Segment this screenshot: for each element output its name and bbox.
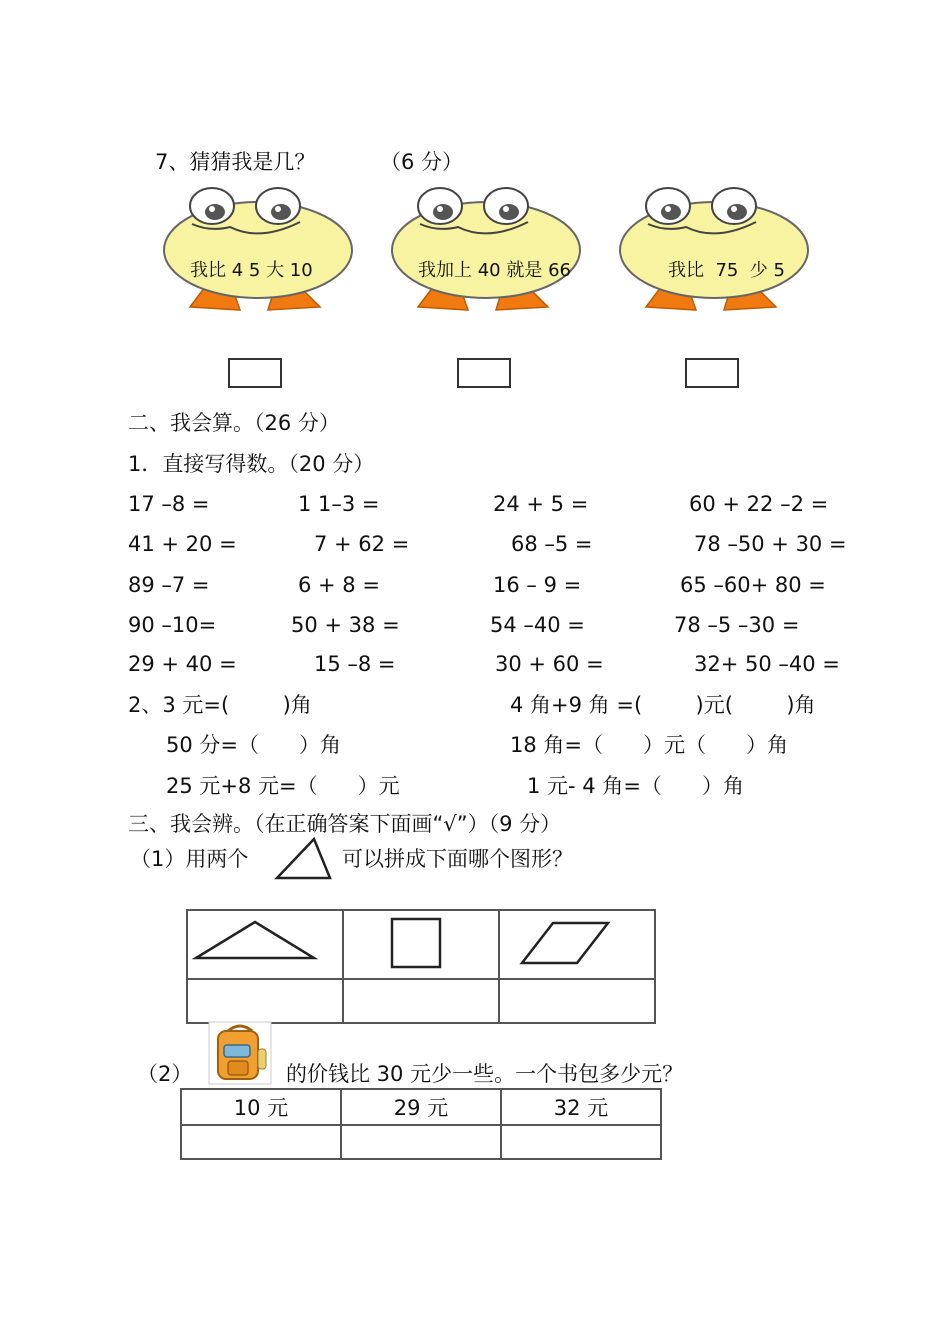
price-answer-1[interactable] [181,1125,341,1159]
shape-options-table [186,909,656,1024]
calc-r5-c1: 29 + 40 = [128,652,237,676]
frog-icon [160,182,360,322]
shape-cell-2 [343,910,499,979]
calc-r3-c2: 6 + 8 = [298,573,380,597]
q2-prefix: （2） [137,1062,193,1086]
section2-sub1: 1．直接写得数。（20 分） [128,452,375,476]
money-3-right: 1 元- 4 角=（ ）角 [527,774,744,798]
large-triangle-icon [188,911,342,973]
frog-1 [160,182,360,322]
calc-r2-c3: 68 –5 = [511,532,593,556]
answer-box-1[interactable] [228,358,282,388]
frog-1-text: 我比 4 5 大 10 [190,260,313,281]
price-answer-2[interactable] [341,1125,501,1159]
section2-title: 二、我会算。（26 分） [128,411,340,435]
shape-cell-1 [187,910,343,979]
frog-2-text: 我加上 40 就是 66 [418,260,571,281]
price-answer-3[interactable] [501,1125,661,1159]
calc-r2-c2: 7 + 62 = [314,532,410,556]
section3-title: 三、我会辨。（在正确答案下面画“√”）（9 分） [128,812,562,836]
calc-r1-c4: 60 + 22 –2 = [689,492,829,516]
q1-suffix: 可以拼成下面哪个图形？ [342,847,573,871]
answer-cell-2[interactable] [343,979,499,1023]
frog-icon [616,182,816,322]
money-2-left: 50 分=（ ）角 [166,733,342,757]
answer-cell-1[interactable] [187,979,343,1023]
price-table [180,1088,662,1160]
answer-box-3[interactable] [685,358,739,388]
square-icon [344,911,498,973]
q1-prefix: （1）用两个 [130,847,249,871]
backpack-icon [208,1021,272,1085]
calc-r3-c1: 89 –7 = [128,573,210,597]
calc-r4-c2: 50 + 38 = [291,613,400,637]
triangle-icon [274,836,334,882]
calc-r1-c3: 24 + 5 = [493,492,589,516]
calc-r3-c3: 16 – 9 = [493,573,582,597]
calc-r4-c4: 78 –5 –30 = [674,613,800,637]
price-cell-1: 10 元 [181,1089,341,1125]
calc-r4-c3: 54 –40 = [490,613,585,637]
money-2-right: 18 角=（ ）元（ ）角 [510,733,789,757]
calc-r3-c4: 65 –60+ 80 = [680,573,826,597]
calc-r1-c1: 17 –8 = [128,492,210,516]
calc-r4-c1: 90 –10= [128,613,217,637]
parallelogram-icon [500,911,654,973]
money-3-left: 25 元+8 元=（ ）元 [166,774,400,798]
calc-r2-c4: 78 –50 + 30 = [694,532,847,556]
price-cell-2: 29 元 [341,1089,501,1125]
q2-text: 的价钱比 30 元少一些。一个书包多少元？ [286,1062,684,1086]
money-1-left: 2、3 元=( )角 [128,693,312,717]
money-1-right: 4 角+9 角 =( )元( )角 [510,693,816,717]
q7-score: （6 分） [380,150,464,174]
frog-3 [616,182,816,322]
frog-3-text: 我比 75 少 5 [668,260,785,281]
frog-icon [388,182,588,322]
calc-r5-c2: 15 –8 = [314,652,396,676]
frog-2 [388,182,588,322]
calc-r1-c2: 1 1–3 = [298,492,380,516]
calc-r2-c1: 41 + 20 = [128,532,237,556]
q7-title: 7、猜猜我是几？ [155,150,316,174]
answer-box-2[interactable] [457,358,511,388]
calc-r5-c4: 32+ 50 –40 = [694,652,840,676]
answer-cell-3[interactable] [499,979,655,1023]
calc-r5-c3: 30 + 60 = [495,652,604,676]
price-cell-3: 32 元 [501,1089,661,1125]
shape-cell-3 [499,910,655,979]
